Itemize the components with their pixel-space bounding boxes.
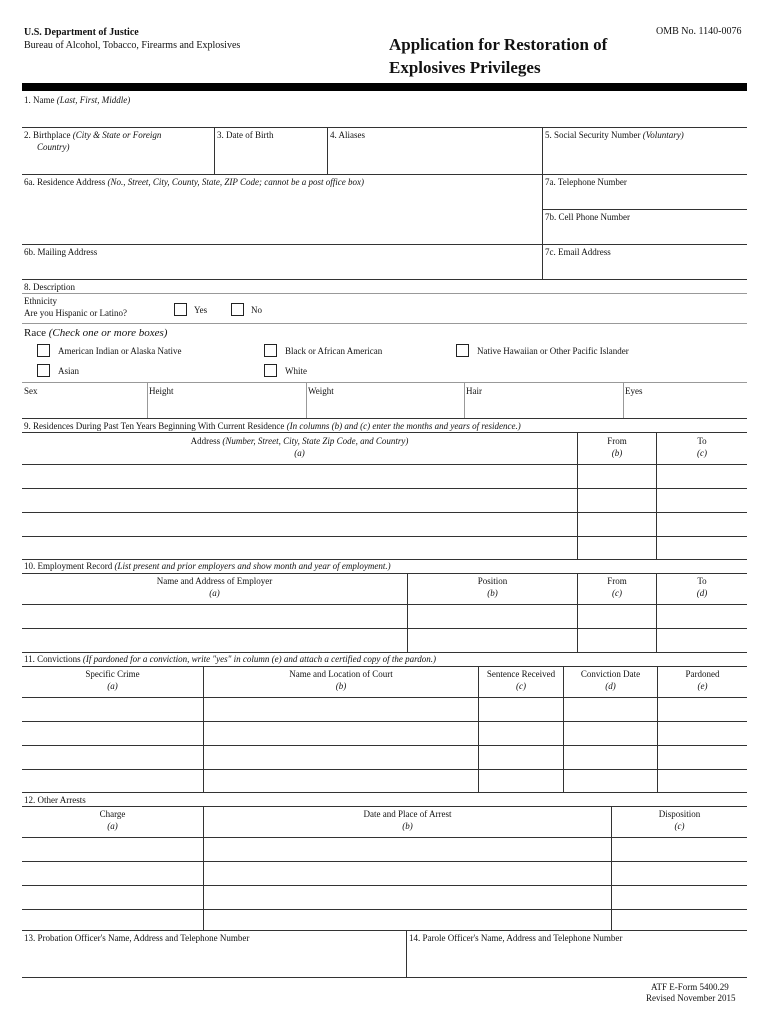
residence-address-label: 6a. Residence Address (No., Street, City, County, State, ZIP Code; cannot be a post office box) bbox=[24, 177, 364, 187]
convictions-court-header: Name and Location of Court bbox=[289, 669, 393, 679]
convictions-sentence-header: Sentence Received bbox=[486, 669, 556, 679]
residence-address-field[interactable] bbox=[22, 175, 542, 244]
height-field[interactable] bbox=[148, 383, 306, 418]
dob-field[interactable] bbox=[215, 128, 327, 174]
residences-from-letter: (b) bbox=[611, 448, 623, 458]
convictions-date-header: Conviction Date bbox=[580, 669, 641, 679]
weight-field[interactable] bbox=[307, 383, 464, 418]
race-pacific-islander-checkbox[interactable] bbox=[456, 344, 469, 357]
sex-label: Sex bbox=[24, 386, 38, 396]
race-black-checkbox[interactable] bbox=[264, 344, 277, 357]
convictions-pardoned-header: Pardoned bbox=[685, 669, 720, 679]
table-row[interactable] bbox=[22, 886, 747, 909]
employment-label: 10. Employment Record (List present and prior employers and show month and year of employment.) bbox=[24, 561, 391, 571]
header-rule bbox=[22, 83, 747, 91]
arrests-charge-header: Charge bbox=[99, 809, 126, 819]
convictions-pardoned-letter: (e) bbox=[697, 681, 708, 691]
other-arrests-label: 12. Other Arrests bbox=[24, 795, 86, 805]
race-white-label: White bbox=[285, 366, 307, 376]
name-field[interactable] bbox=[22, 93, 747, 127]
omb-number: OMB No. 1140-0076 bbox=[656, 26, 742, 37]
height-label: Height bbox=[149, 386, 174, 396]
race-pacific-islander-label: Native Hawaiian or Other Pacific Islander bbox=[477, 346, 629, 356]
birthplace-hint: Country) bbox=[37, 142, 70, 152]
table-row[interactable] bbox=[22, 838, 747, 861]
convictions-sentence-letter: (c) bbox=[516, 681, 526, 691]
residences-from-header: From bbox=[607, 436, 627, 446]
race-black-label: Black or African American bbox=[285, 346, 383, 356]
birthplace-label: 2. Birthplace (City & State or Foreign bbox=[24, 130, 162, 140]
arrests-date-place-letter: (b) bbox=[402, 821, 413, 831]
hispanic-question: Are you Hispanic or Latino? bbox=[24, 308, 127, 318]
race-american-indian-checkbox[interactable] bbox=[37, 344, 50, 357]
cell-phone-label: 7b. Cell Phone Number bbox=[545, 212, 630, 222]
table-row[interactable] bbox=[22, 722, 747, 745]
convictions-crime-letter: (a) bbox=[107, 681, 118, 691]
arrests-charge-letter: (a) bbox=[107, 821, 118, 831]
probation-officer-field[interactable] bbox=[22, 944, 406, 977]
email-field[interactable] bbox=[543, 245, 747, 279]
convictions-court-letter: (b) bbox=[335, 681, 347, 691]
hair-label: Hair bbox=[466, 386, 482, 396]
table-row[interactable] bbox=[22, 770, 747, 792]
parole-officer-label: 14. Parole Officer's Name, Address and Telephone Number bbox=[409, 933, 623, 943]
ssn-label: 5. Social Security Number (Voluntary) bbox=[545, 130, 684, 140]
email-label: 7c. Email Address bbox=[545, 247, 611, 257]
table-row[interactable] bbox=[22, 465, 747, 488]
residences-to-header: To bbox=[697, 436, 707, 446]
ssn-field[interactable] bbox=[543, 128, 747, 174]
employment-from-letter: (c) bbox=[612, 588, 622, 598]
sex-field[interactable] bbox=[22, 383, 147, 418]
probation-officer-label: 13. Probation Officer's Name, Address and Telephone Number bbox=[24, 933, 250, 943]
arrests-disposition-letter: (c) bbox=[674, 821, 685, 831]
form-title-line1: Application for Restoration of bbox=[389, 35, 608, 54]
hispanic-no-checkbox[interactable] bbox=[231, 303, 244, 316]
ethnicity-label: Ethnicity bbox=[24, 296, 57, 306]
mailing-address-field[interactable] bbox=[22, 245, 542, 279]
race-label: Race (Check one or more boxes) bbox=[24, 327, 168, 339]
hispanic-yes-checkbox[interactable] bbox=[174, 303, 187, 316]
employment-position-header: Position bbox=[477, 576, 508, 586]
table-row[interactable] bbox=[22, 537, 747, 559]
aliases-field[interactable] bbox=[328, 128, 542, 174]
birthplace-field[interactable] bbox=[22, 128, 214, 174]
form-number: ATF E-Form 5400.29 bbox=[651, 982, 729, 992]
hispanic-no-label: No bbox=[251, 305, 262, 315]
revision-date: Revised November 2015 bbox=[646, 993, 736, 1003]
residences-address-letter: (a) bbox=[294, 448, 305, 458]
description-label: 8. Description bbox=[24, 282, 75, 292]
name-label: 1. Name (Last, First, Middle) bbox=[24, 95, 131, 105]
table-row[interactable] bbox=[22, 698, 747, 721]
table-row[interactable] bbox=[22, 746, 747, 769]
eyes-field[interactable] bbox=[624, 383, 747, 418]
employment-employer-letter: (a) bbox=[209, 588, 220, 598]
convictions-crime-header: Specific Crime bbox=[85, 669, 140, 679]
table-row[interactable] bbox=[22, 862, 747, 885]
employment-employer-header: Name and Address of Employer bbox=[156, 576, 273, 586]
table-row[interactable] bbox=[22, 605, 747, 628]
parole-officer-field[interactable] bbox=[407, 944, 747, 977]
residences-label: 9. Residences During Past Ten Years Beginning With Current Residence (In columns (b) and (c) enter the months and years of residence.) bbox=[24, 421, 521, 431]
table-row[interactable] bbox=[22, 489, 747, 512]
race-white-checkbox[interactable] bbox=[264, 364, 277, 377]
telephone-label: 7a. Telephone Number bbox=[545, 177, 627, 187]
hispanic-yes-label: Yes bbox=[194, 305, 208, 315]
table-row[interactable] bbox=[22, 629, 747, 652]
aliases-label: 4. Aliases bbox=[330, 130, 365, 140]
bureau-name: Bureau of Alcohol, Tobacco, Firearms and Explosives bbox=[24, 40, 241, 51]
race-american-indian-label: American Indian or Alaska Native bbox=[58, 346, 182, 356]
cell-phone-field[interactable] bbox=[543, 210, 747, 244]
employment-to-letter: (d) bbox=[696, 588, 708, 598]
telephone-field[interactable] bbox=[543, 175, 747, 209]
residences-to-letter: (c) bbox=[697, 448, 707, 458]
hair-field[interactable] bbox=[465, 383, 623, 418]
employment-to-header: To bbox=[697, 576, 707, 586]
eyes-label: Eyes bbox=[625, 386, 643, 396]
agency-name: U.S. Department of Justice bbox=[24, 27, 139, 38]
weight-label: Weight bbox=[308, 386, 334, 396]
form-title-line2: Explosives Privileges bbox=[389, 58, 541, 77]
dob-label: 3. Date of Birth bbox=[217, 130, 274, 140]
mailing-address-label: 6b. Mailing Address bbox=[24, 247, 98, 257]
residences-address-header: Address (Number, Street, City, State Zip Code, and Country) bbox=[190, 436, 409, 446]
table-row[interactable] bbox=[22, 513, 747, 536]
employment-from-header: From bbox=[607, 576, 627, 586]
employment-position-letter: (b) bbox=[487, 588, 498, 598]
arrests-date-place-header: Date and Place of Arrest bbox=[363, 809, 452, 819]
arrests-disposition-header: Disposition bbox=[658, 809, 701, 819]
convictions-date-letter: (d) bbox=[605, 681, 616, 691]
convictions-label: 11. Convictions (If pardoned for a conviction, write "yes" in column (e) and attach a certified copy of the pardon.) bbox=[24, 654, 436, 664]
race-asian-label: Asian bbox=[58, 366, 79, 376]
table-row[interactable] bbox=[22, 910, 747, 930]
race-asian-checkbox[interactable] bbox=[37, 364, 50, 377]
